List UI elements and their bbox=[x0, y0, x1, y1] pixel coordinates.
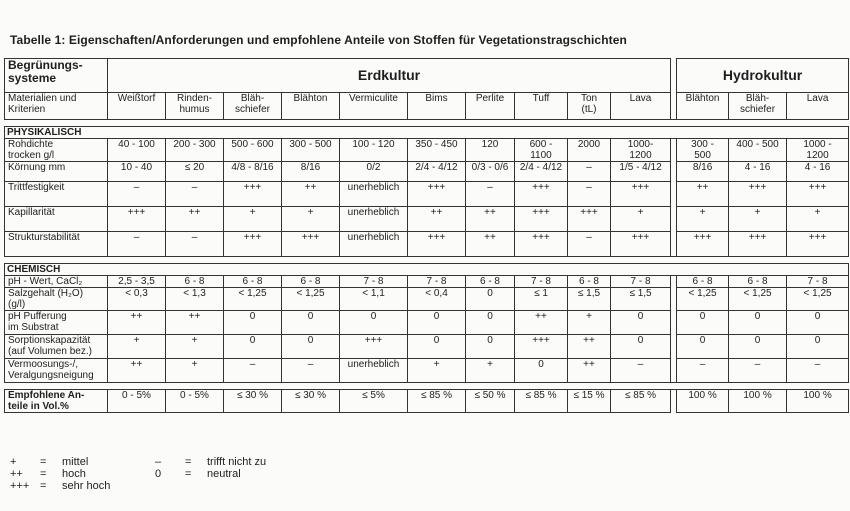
table-cell: 8/16 bbox=[677, 162, 729, 182]
corner-systems: Begrünungs- systeme bbox=[5, 59, 108, 93]
table-cell: – bbox=[108, 182, 166, 207]
table-cell: – bbox=[282, 359, 340, 383]
table-cell: < 1,25 bbox=[729, 288, 787, 311]
table-cell: 7 - 8 bbox=[787, 276, 849, 288]
group-hydrokultur: Hydrokultur bbox=[677, 59, 849, 93]
table-cell: ++ bbox=[166, 311, 224, 335]
row-label: Körnung mm bbox=[5, 162, 108, 182]
row-label: Sorptionskapazität (auf Volumen bez.) bbox=[5, 335, 108, 359]
table-cell: 2,5 - 3,5 bbox=[108, 276, 166, 288]
table-row bbox=[5, 276, 849, 288]
table-cell: +++ bbox=[108, 207, 166, 232]
table-cell: 300 - 500 bbox=[677, 139, 729, 162]
table-cell: 7 - 8 bbox=[408, 276, 466, 288]
row-label: Rohdichte trocken g/l bbox=[5, 139, 108, 162]
table-cell: +++ bbox=[568, 207, 611, 232]
table-cell: < 1,25 bbox=[677, 288, 729, 311]
table-cell: + bbox=[568, 311, 611, 335]
table-cell: ≤ 1,5 bbox=[568, 288, 611, 311]
table-cell: +++ bbox=[515, 207, 568, 232]
table-cell: 350 - 450 bbox=[408, 139, 466, 162]
legend-entry: 0 = neutral bbox=[155, 468, 241, 480]
column-header: Blähton bbox=[677, 93, 729, 120]
table-cell: ++ bbox=[166, 207, 224, 232]
table-cell: + bbox=[108, 335, 166, 359]
table-cell: ≤ 50 % bbox=[466, 390, 515, 413]
table-cell: +++ bbox=[408, 182, 466, 207]
legend-entry: +++ = sehr hoch bbox=[10, 480, 111, 492]
table-cell: 0 bbox=[408, 311, 466, 335]
table-row bbox=[5, 182, 849, 207]
table-row bbox=[5, 162, 849, 182]
table-cell: +++ bbox=[787, 182, 849, 207]
table-title: Tabelle 1: Eigenschaften/Anforderungen und empfohlene Anteile von Stoffen für Vegetationstragschichten bbox=[10, 33, 627, 47]
table-cell: ≤ 20 bbox=[166, 162, 224, 182]
table-cell: – bbox=[108, 232, 166, 257]
table-row bbox=[5, 288, 849, 311]
section-heading: PHYSIKALISCH bbox=[5, 127, 849, 139]
legend-right bbox=[155, 456, 266, 480]
table-cell: < 1,1 bbox=[340, 288, 408, 311]
table-cell: + bbox=[787, 207, 849, 232]
table-cell: 200 - 300 bbox=[166, 139, 224, 162]
row-label: Strukturstabilität bbox=[5, 232, 108, 257]
table-cell: 0 bbox=[282, 311, 340, 335]
table-cell: unerheblich bbox=[340, 207, 408, 232]
table-cell: ≤ 85 % bbox=[515, 390, 568, 413]
table-cell: – bbox=[568, 232, 611, 257]
table-cell: 300 - 500 bbox=[282, 139, 340, 162]
table-cell: 7 - 8 bbox=[340, 276, 408, 288]
table-cell: 6 - 8 bbox=[166, 276, 224, 288]
table-row bbox=[5, 335, 849, 359]
table-cell: ≤ 30 % bbox=[282, 390, 340, 413]
table-cell: + bbox=[611, 207, 671, 232]
table-cell: +++ bbox=[408, 232, 466, 257]
table-cell: ++ bbox=[677, 182, 729, 207]
table-cell: ++ bbox=[466, 232, 515, 257]
column-header: Bims bbox=[408, 93, 466, 120]
table-cell: < 0,3 bbox=[108, 288, 166, 311]
table-cell: 6 - 8 bbox=[466, 276, 515, 288]
corner-criteria: Materialien und Kriterien bbox=[5, 93, 108, 120]
table-cell: < 0,4 bbox=[408, 288, 466, 311]
table-cell: – bbox=[729, 359, 787, 383]
table-cell: +++ bbox=[677, 232, 729, 257]
table-cell: 1000- 1200 bbox=[611, 139, 671, 162]
table-cell: ≤ 85 % bbox=[611, 390, 671, 413]
table-cell: 10 - 40 bbox=[108, 162, 166, 182]
table-cell: 0 bbox=[224, 311, 282, 335]
row-label: Empfohlene An- teile in Vol.% bbox=[5, 390, 108, 413]
table-cell: 2/4 - 4/12 bbox=[515, 162, 568, 182]
legend-entry: ++ = hoch bbox=[10, 468, 86, 480]
row-label: Vermoosungs-/, Veralgungsneigung bbox=[5, 359, 108, 383]
table-cell: 0 bbox=[224, 335, 282, 359]
table-row bbox=[5, 139, 849, 162]
table-cell: ++ bbox=[466, 207, 515, 232]
table-cell: ≤ 5% bbox=[340, 390, 408, 413]
table-cell: – bbox=[677, 359, 729, 383]
table-cell: ≤ 15 % bbox=[568, 390, 611, 413]
legend bbox=[10, 456, 110, 492]
table-cell: < 1,25 bbox=[282, 288, 340, 311]
table-cell: 0 bbox=[611, 311, 671, 335]
section-heading: CHEMISCH bbox=[5, 264, 849, 276]
table-cell: 0 bbox=[466, 335, 515, 359]
column-header: Bläh- schiefer bbox=[224, 93, 282, 120]
table-cell: – bbox=[166, 182, 224, 207]
table-cell: unerheblich bbox=[340, 359, 408, 383]
table-cell: + bbox=[282, 207, 340, 232]
table-cell: 0 bbox=[677, 311, 729, 335]
table-cell: ++ bbox=[108, 359, 166, 383]
table-cell: 0/3 - 0/6 bbox=[466, 162, 515, 182]
table-cell: 500 - 600 bbox=[224, 139, 282, 162]
table-row bbox=[5, 232, 849, 257]
table-cell: 4 - 16 bbox=[787, 162, 849, 182]
table-cell: ≤ 85 % bbox=[408, 390, 466, 413]
table-cell: – bbox=[166, 232, 224, 257]
row-label: pH Pufferung im Substrat bbox=[5, 311, 108, 335]
table-cell: 100 % bbox=[729, 390, 787, 413]
table-cell: +++ bbox=[224, 182, 282, 207]
table-cell: 6 - 8 bbox=[677, 276, 729, 288]
table-cell: 0 bbox=[677, 335, 729, 359]
column-header: Perlite bbox=[466, 93, 515, 120]
table-cell: 0 bbox=[787, 311, 849, 335]
recommend-row bbox=[5, 390, 849, 413]
table-cell: 0 - 5% bbox=[108, 390, 166, 413]
table-cell: 4/8 - 8/16 bbox=[224, 162, 282, 182]
table-cell: ++ bbox=[568, 359, 611, 383]
table-cell: – bbox=[224, 359, 282, 383]
table-cell: + bbox=[166, 359, 224, 383]
table-row bbox=[5, 311, 849, 335]
row-label: Kapillarität bbox=[5, 207, 108, 232]
table-cell: 2/4 - 4/12 bbox=[408, 162, 466, 182]
table-cell: 7 - 8 bbox=[515, 276, 568, 288]
table-cell: 0 bbox=[611, 335, 671, 359]
table-cell: 2000 bbox=[568, 139, 611, 162]
table-cell: 0 bbox=[515, 359, 568, 383]
table-cell: +++ bbox=[729, 232, 787, 257]
table-cell: 0 bbox=[408, 335, 466, 359]
column-header: Blähton bbox=[282, 93, 340, 120]
table-cell: 120 bbox=[466, 139, 515, 162]
table-cell: ++ bbox=[568, 335, 611, 359]
table-cell: +++ bbox=[787, 232, 849, 257]
row-label: pH - Wert, CaCl₂ bbox=[5, 276, 108, 288]
table-cell: 0 bbox=[729, 311, 787, 335]
table-cell: +++ bbox=[282, 232, 340, 257]
legend-entry: + = mittel bbox=[10, 456, 89, 468]
table-cell: + bbox=[408, 359, 466, 383]
table-cell: 0 bbox=[340, 311, 408, 335]
table-cell: 6 - 8 bbox=[224, 276, 282, 288]
table-cell: + bbox=[224, 207, 282, 232]
table-cell: 6 - 8 bbox=[568, 276, 611, 288]
table-cell: 0 bbox=[729, 335, 787, 359]
group-erdkultur: Erdkultur bbox=[108, 59, 671, 93]
table-cell: 6 - 8 bbox=[729, 276, 787, 288]
table-cell: 0 bbox=[282, 335, 340, 359]
table-cell: + bbox=[729, 207, 787, 232]
table-cell: +++ bbox=[340, 335, 408, 359]
column-header: Lava bbox=[787, 93, 849, 120]
legend-entry: – = trifft nicht zu bbox=[155, 456, 267, 468]
table-row bbox=[5, 359, 849, 383]
row-label: Trittfestigkeit bbox=[5, 182, 108, 207]
table-cell: < 1,25 bbox=[224, 288, 282, 311]
table-cell: 1/5 - 4/12 bbox=[611, 162, 671, 182]
table-cell: +++ bbox=[729, 182, 787, 207]
column-header: Vermiculite bbox=[340, 93, 408, 120]
column-header: Weißtorf bbox=[108, 93, 166, 120]
table-cell: 100 % bbox=[787, 390, 849, 413]
table-cell: – bbox=[787, 359, 849, 383]
table-cell: 8/16 bbox=[282, 162, 340, 182]
table-cell: < 1,3 bbox=[166, 288, 224, 311]
table-cell: 1000 - 1200 bbox=[787, 139, 849, 162]
table-cell: ++ bbox=[282, 182, 340, 207]
table-cell: 600 - 1100 bbox=[515, 139, 568, 162]
column-header: Ton (tL) bbox=[568, 93, 611, 120]
table-cell: 7 - 8 bbox=[611, 276, 671, 288]
table-cell: + bbox=[466, 359, 515, 383]
table-cell: 0 bbox=[787, 335, 849, 359]
table-cell: unerheblich bbox=[340, 232, 408, 257]
table-cell: – bbox=[466, 182, 515, 207]
properties-table bbox=[4, 58, 849, 413]
table-cell: 4 - 16 bbox=[729, 162, 787, 182]
table-cell: – bbox=[568, 182, 611, 207]
table-cell: – bbox=[611, 359, 671, 383]
table-cell: +++ bbox=[515, 182, 568, 207]
table-cell: +++ bbox=[611, 232, 671, 257]
table-cell: + bbox=[166, 335, 224, 359]
table-cell: 40 - 100 bbox=[108, 139, 166, 162]
table-cell: ++ bbox=[408, 207, 466, 232]
column-header: Rinden- humus bbox=[166, 93, 224, 120]
table-cell: 6 - 8 bbox=[282, 276, 340, 288]
table-cell: ++ bbox=[515, 311, 568, 335]
table-cell: – bbox=[568, 162, 611, 182]
table-cell: 0 - 5% bbox=[166, 390, 224, 413]
table-cell: ≤ 1,5 bbox=[611, 288, 671, 311]
table-cell: < 1,25 bbox=[787, 288, 849, 311]
table-cell: +++ bbox=[611, 182, 671, 207]
table-cell: 100 % bbox=[677, 390, 729, 413]
table-cell: +++ bbox=[224, 232, 282, 257]
table-cell: 100 - 120 bbox=[340, 139, 408, 162]
table-cell: +++ bbox=[515, 335, 568, 359]
column-header: Bläh- schiefer bbox=[729, 93, 787, 120]
row-label: Salzgehalt (H₂O) (g/l) bbox=[5, 288, 108, 311]
table-cell: 400 - 500 bbox=[729, 139, 787, 162]
table-cell: 0/2 bbox=[340, 162, 408, 182]
column-header: Lava bbox=[611, 93, 671, 120]
table-cell: ≤ 1 bbox=[515, 288, 568, 311]
table-cell: +++ bbox=[515, 232, 568, 257]
table-cell: unerheblich bbox=[340, 182, 408, 207]
table-cell: ≤ 30 % bbox=[224, 390, 282, 413]
table-cell: + bbox=[677, 207, 729, 232]
table-cell: ++ bbox=[108, 311, 166, 335]
column-header: Tuff bbox=[515, 93, 568, 120]
table-cell: 0 bbox=[466, 288, 515, 311]
table-cell: 0 bbox=[466, 311, 515, 335]
table-row bbox=[5, 207, 849, 232]
